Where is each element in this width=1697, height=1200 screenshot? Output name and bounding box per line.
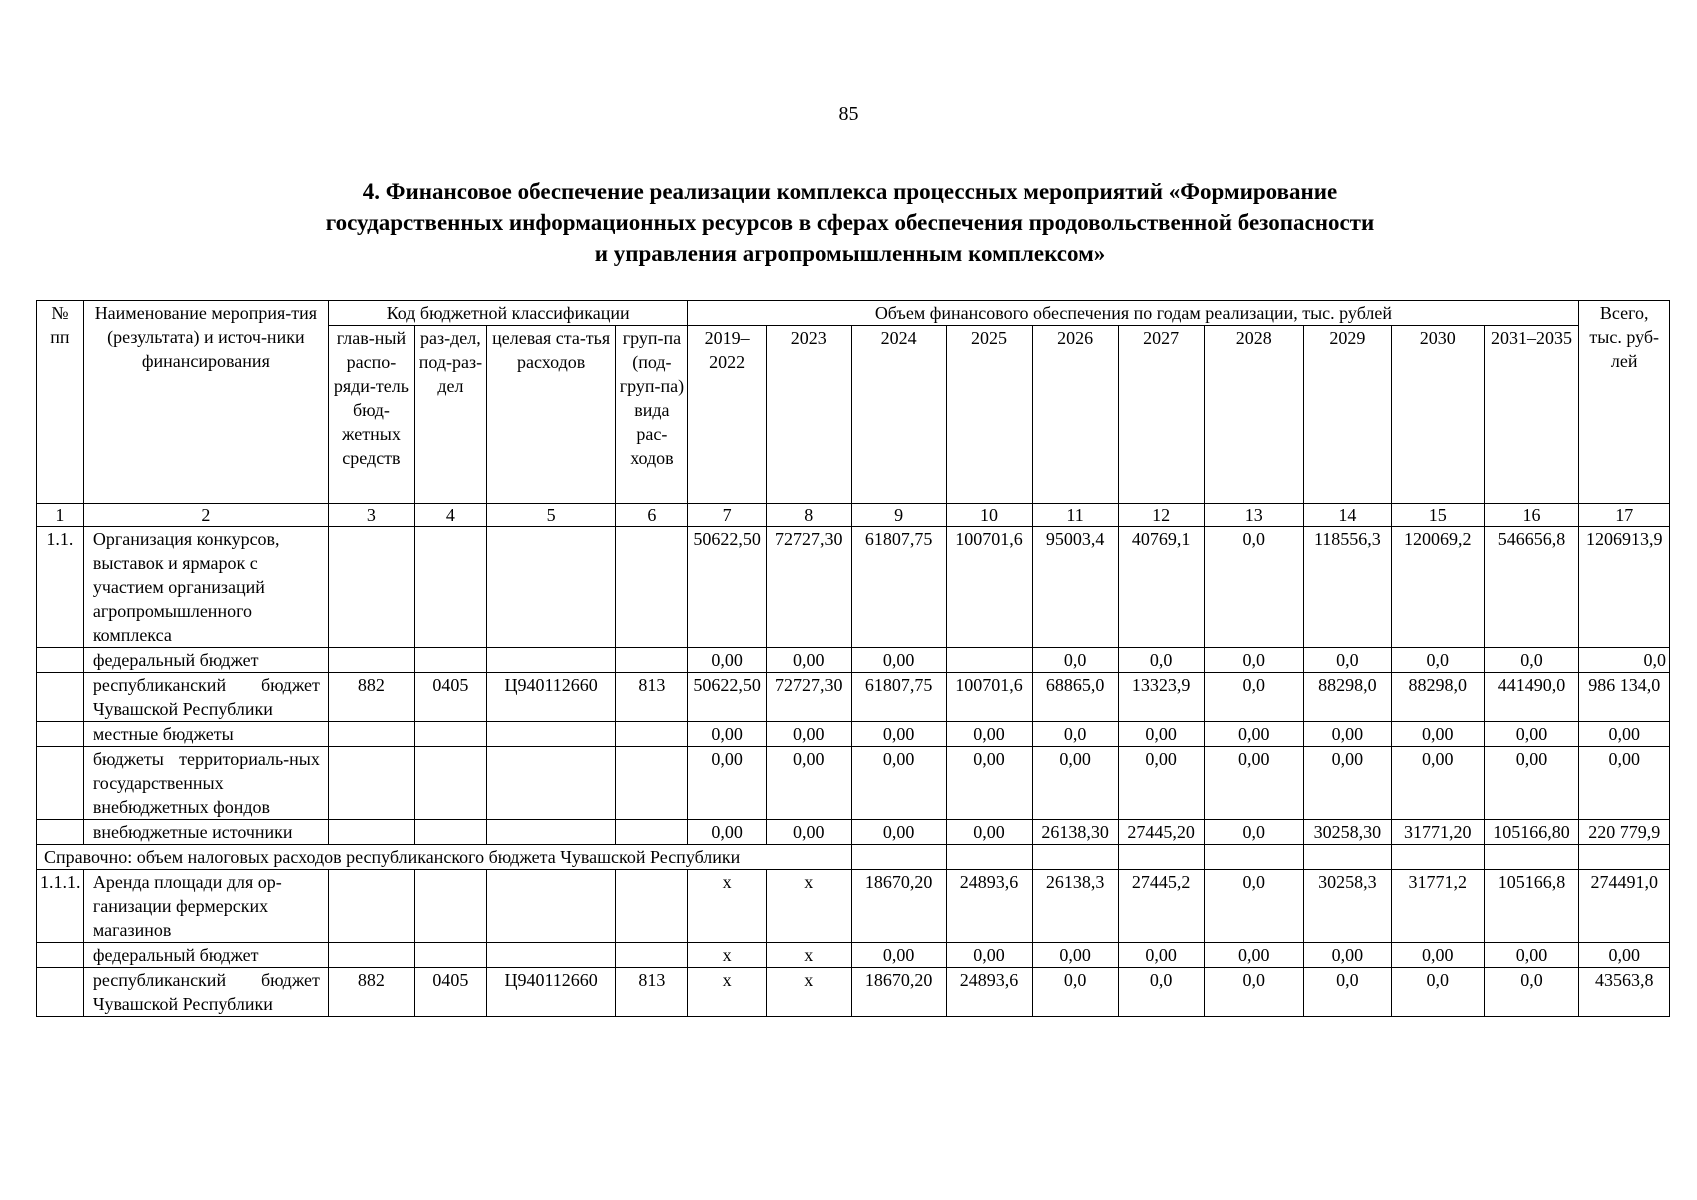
year-value: 72727,30 (766, 673, 851, 722)
year-value: 50622,50 (688, 673, 766, 722)
code-target-article (486, 747, 616, 820)
row-name: внебюджетные источники (83, 820, 328, 845)
year-value: 0,00 (1118, 747, 1204, 820)
row-number (37, 673, 84, 722)
row-total: 0,0 (1579, 648, 1670, 673)
year-value: х (766, 968, 851, 1017)
row-name: Организация конкурсов, выставок и ярмарок с участием организаций агропромышленного комплекса (83, 527, 328, 648)
year-value: 0,0 (1303, 648, 1391, 673)
table-row (37, 527, 1670, 648)
code-expense-type (616, 943, 688, 968)
column-number: 16 (1484, 504, 1579, 527)
financing-table (36, 300, 1670, 1017)
year-value: 18670,20 (851, 870, 946, 943)
header-code-col: груп-па (под-груп-па) вида рас-ходов (616, 326, 688, 504)
year-value: 0,00 (1391, 722, 1484, 747)
row-total: 0,00 (1579, 722, 1670, 747)
year-value: 0,00 (1484, 747, 1579, 820)
reference-text: Справочно: объем налоговых расходов республиканского бюджета Чувашской Республики (37, 845, 852, 870)
year-value: 0,00 (851, 722, 946, 747)
header-year: 2031–2035 (1484, 326, 1579, 504)
column-number: 15 (1391, 504, 1484, 527)
year-value: 26138,3 (1032, 870, 1118, 943)
code-grbs (328, 722, 414, 747)
year-value: 50622,50 (688, 527, 766, 648)
year-value: 0,0 (1484, 968, 1579, 1017)
code-expense-type (616, 648, 688, 673)
code-target-article (486, 943, 616, 968)
year-value: 0,00 (851, 943, 946, 968)
row-name: Аренда площади для ор-ганизации фермерских магазинов (83, 870, 328, 943)
row-number (37, 943, 84, 968)
row-number: 1.1. (37, 527, 84, 648)
year-value: 0,00 (946, 747, 1032, 820)
year-value: 0,00 (851, 820, 946, 845)
row-number (37, 747, 84, 820)
code-section (414, 870, 486, 943)
code-grbs: 882 (328, 673, 414, 722)
year-value: 0,0 (1032, 722, 1118, 747)
year-value: 13323,9 (1118, 673, 1204, 722)
year-value: 0,00 (688, 722, 766, 747)
column-number-row (37, 504, 1670, 527)
year-value: 0,0 (1303, 968, 1391, 1017)
code-expense-type: 813 (616, 968, 688, 1017)
code-target-article: Ц940112660 (486, 968, 616, 1017)
year-value: 546656,8 (1484, 527, 1579, 648)
year-value (946, 648, 1032, 673)
year-value: 0,00 (688, 747, 766, 820)
header-year: 2027 (1118, 326, 1204, 504)
code-target-article (486, 870, 616, 943)
header-year: 2025 (946, 326, 1032, 504)
column-number: 9 (851, 504, 946, 527)
year-value: 0,0 (1032, 648, 1118, 673)
year-value: 31771,2 (1391, 870, 1484, 943)
year-value: 100701,6 (946, 673, 1032, 722)
code-expense-type (616, 820, 688, 845)
year-value: 27445,2 (1118, 870, 1204, 943)
row-name: федеральный бюджет (83, 943, 328, 968)
table-row (37, 673, 1670, 722)
column-number: 6 (616, 504, 688, 527)
code-section (414, 820, 486, 845)
table-row (37, 943, 1670, 968)
code-target-article (486, 722, 616, 747)
code-expense-type (616, 527, 688, 648)
year-value: 0,00 (1303, 722, 1391, 747)
code-section (414, 527, 486, 648)
year-value: х (766, 943, 851, 968)
year-value: 105166,80 (1484, 820, 1579, 845)
year-value: х (688, 870, 766, 943)
year-value: 0,00 (1118, 943, 1204, 968)
column-number: 3 (328, 504, 414, 527)
year-value: 441490,0 (1484, 673, 1579, 722)
year-value: 0,00 (1303, 943, 1391, 968)
title-line-3: и управления агропромышленным комплексом» (594, 241, 1106, 266)
year-value: 40769,1 (1118, 527, 1204, 648)
header-code-col: глав-ный распо-ряди-тель бюд-жетных средств (328, 326, 414, 504)
row-name: федеральный бюджет (83, 648, 328, 673)
header-year: 2026 (1032, 326, 1118, 504)
year-value: х (766, 870, 851, 943)
code-grbs (328, 820, 414, 845)
row-name: республиканский бюджет Чувашской Республики (83, 968, 328, 1017)
year-value: 0,00 (1484, 722, 1579, 747)
row-total: 0,00 (1579, 747, 1670, 820)
code-expense-type (616, 747, 688, 820)
row-name: республиканский бюджет Чувашской Республики (83, 673, 328, 722)
year-value: 118556,3 (1303, 527, 1391, 648)
header-year: 2029 (1303, 326, 1391, 504)
year-value: 0,00 (688, 820, 766, 845)
year-value: 0,00 (946, 722, 1032, 747)
row-number (37, 968, 84, 1017)
code-expense-type (616, 722, 688, 747)
row-total: 220 779,9 (1579, 820, 1670, 845)
year-value: х (688, 943, 766, 968)
year-value: 0,00 (1204, 722, 1303, 747)
row-number: 1.1.1. (37, 870, 84, 943)
year-value: 24893,6 (946, 870, 1032, 943)
year-value: 0,0 (1032, 968, 1118, 1017)
year-value: 68865,0 (1032, 673, 1118, 722)
year-value: 0,0 (1204, 820, 1303, 845)
code-section: 0405 (414, 968, 486, 1017)
year-value: 0,0 (1204, 527, 1303, 648)
year-value: 0,0 (1204, 648, 1303, 673)
code-grbs (328, 747, 414, 820)
row-total: 0,00 (1579, 943, 1670, 968)
code-section: 0405 (414, 673, 486, 722)
year-value: 0,0 (1118, 968, 1204, 1017)
header-code-group: Код бюджетной классификации (328, 301, 687, 326)
year-value: 100701,6 (946, 527, 1032, 648)
table-row (37, 820, 1670, 845)
code-grbs (328, 943, 414, 968)
title-line-2: государственных информационных ресурсов в сферах обеспечения продовольственной безопасности (325, 210, 1375, 235)
reference-activity-rows (37, 870, 1670, 1017)
header-year: 2019–2022 (688, 326, 766, 504)
year-value: 0,0 (1484, 648, 1579, 673)
column-number: 10 (946, 504, 1032, 527)
column-number: 17 (1579, 504, 1670, 527)
column-number: 13 (1204, 504, 1303, 527)
year-value: 0,0 (1204, 673, 1303, 722)
table-row (37, 648, 1670, 673)
year-value: 24893,6 (946, 968, 1032, 1017)
year-value: 120069,2 (1391, 527, 1484, 648)
year-value: 0,00 (766, 747, 851, 820)
activity-rows (37, 527, 1670, 845)
code-target-article (486, 820, 616, 845)
column-number: 11 (1032, 504, 1118, 527)
year-value: 0,0 (1204, 968, 1303, 1017)
year-value: 0,00 (1032, 747, 1118, 820)
row-total: 274491,0 (1579, 870, 1670, 943)
column-number: 7 (688, 504, 766, 527)
table-row (37, 747, 1670, 820)
header-year: 2030 (1391, 326, 1484, 504)
column-number: 5 (486, 504, 616, 527)
header-name: Наименование мероприя-тия (результата) и источ-ники финансирования (83, 301, 328, 504)
year-value: 88298,0 (1303, 673, 1391, 722)
year-value: 30258,30 (1303, 820, 1391, 845)
code-grbs: 882 (328, 968, 414, 1017)
year-value: 88298,0 (1391, 673, 1484, 722)
year-value: 0,00 (766, 648, 851, 673)
title-line-1: 4. Финансовое обеспечение реализации комплекса процессных мероприятий «Формирование (362, 179, 1338, 204)
year-value: 0,00 (766, 722, 851, 747)
code-section (414, 747, 486, 820)
code-grbs (328, 870, 414, 943)
header-code-col: раз-дел, под-раз-дел (414, 326, 486, 504)
year-value: 0,00 (688, 648, 766, 673)
row-name: бюджеты территориаль-ных государственных внебюджетных фондов (83, 747, 328, 820)
column-number: 1 (37, 504, 84, 527)
table-row (37, 968, 1670, 1017)
row-total: 986 134,0 (1579, 673, 1670, 722)
year-value: 31771,20 (1391, 820, 1484, 845)
year-value: 0,0 (1391, 648, 1484, 673)
table-row (37, 722, 1670, 747)
header-year: 2023 (766, 326, 851, 504)
row-number (37, 648, 84, 673)
year-value: 61807,75 (851, 527, 946, 648)
header-year: 2028 (1204, 326, 1303, 504)
year-value: 18670,20 (851, 968, 946, 1017)
column-number: 12 (1118, 504, 1204, 527)
year-value: 0,00 (1032, 943, 1118, 968)
year-value: 0,00 (946, 820, 1032, 845)
code-target-article (486, 648, 616, 673)
code-expense-type (616, 870, 688, 943)
year-value: 0,0 (1204, 870, 1303, 943)
year-value: 0,00 (766, 820, 851, 845)
year-value: 0,00 (1303, 747, 1391, 820)
year-value: 0,00 (1204, 943, 1303, 968)
row-name: местные бюджеты (83, 722, 328, 747)
code-target-article (486, 527, 616, 648)
header-year: 2024 (851, 326, 946, 504)
row-number (37, 722, 84, 747)
year-value: 0,00 (851, 747, 946, 820)
year-value: 61807,75 (851, 673, 946, 722)
year-value: 27445,20 (1118, 820, 1204, 845)
year-value: 0,00 (946, 943, 1032, 968)
year-value: 30258,3 (1303, 870, 1391, 943)
code-section (414, 943, 486, 968)
year-value: 0,00 (1391, 747, 1484, 820)
year-value: 0,00 (1204, 747, 1303, 820)
year-value: 0,00 (1484, 943, 1579, 968)
year-value: 0,00 (851, 648, 946, 673)
code-grbs (328, 527, 414, 648)
year-value: х (688, 968, 766, 1017)
code-target-article: Ц940112660 (486, 673, 616, 722)
code-expense-type: 813 (616, 673, 688, 722)
column-number: 2 (83, 504, 328, 527)
header-no: № пп (37, 301, 84, 504)
row-number (37, 820, 84, 845)
year-value: 0,00 (1391, 943, 1484, 968)
header-volume-group: Объем финансового обеспечения по годам реализации, тыс. рублей (688, 301, 1579, 326)
code-section (414, 722, 486, 747)
year-value: 0,0 (1391, 968, 1484, 1017)
code-section (414, 648, 486, 673)
document-title (180, 176, 1520, 269)
row-total: 43563,8 (1579, 968, 1670, 1017)
year-value: 95003,4 (1032, 527, 1118, 648)
column-number: 14 (1303, 504, 1391, 527)
column-number: 8 (766, 504, 851, 527)
year-value: 26138,30 (1032, 820, 1118, 845)
table-row (37, 870, 1670, 943)
row-total: 1206913,9 (1579, 527, 1670, 648)
page-number: 85 (838, 103, 859, 125)
year-value: 0,00 (1118, 722, 1204, 747)
year-value: 0,0 (1118, 648, 1204, 673)
header-code-col: целевая ста-тья расходов (486, 326, 616, 504)
year-value: 105166,8 (1484, 870, 1579, 943)
column-number: 4 (414, 504, 486, 527)
reference-row (37, 845, 1670, 870)
code-grbs (328, 648, 414, 673)
year-value: 72727,30 (766, 527, 851, 648)
header-total: Всего, тыс. руб-лей (1579, 301, 1670, 504)
